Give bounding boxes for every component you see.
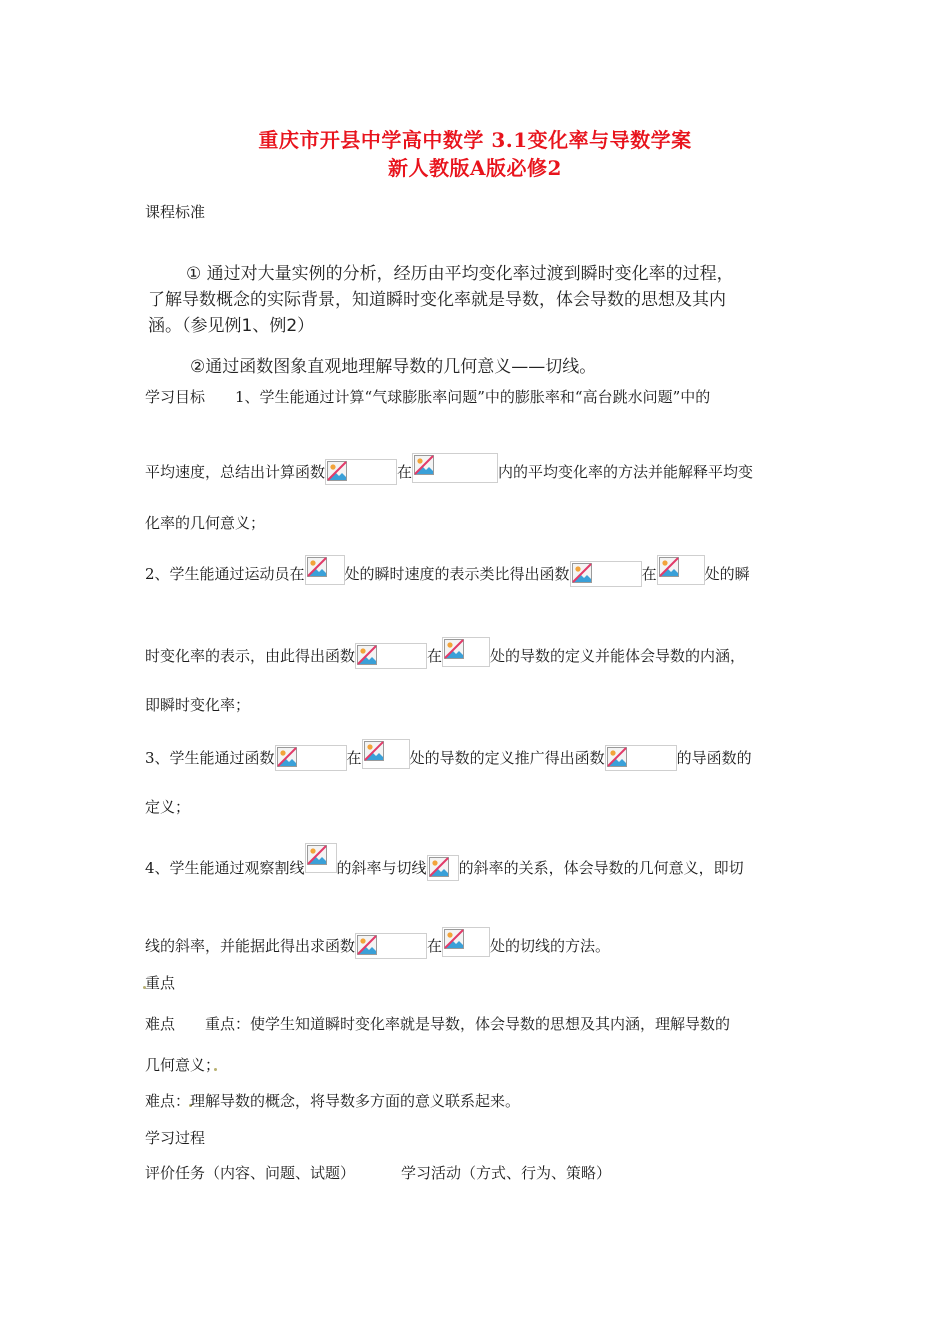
formula-image-point (305, 555, 345, 585)
goal-2-line3: 即瞬时变化率； (145, 696, 251, 714)
formula-image-function (275, 745, 347, 771)
difficulty-heading: 难点 (145, 1015, 176, 1033)
goal-1-line3: 化率的几何意义； (145, 514, 266, 532)
formula-image-function (325, 459, 397, 485)
course-standard-heading: 课程标准 (145, 203, 206, 221)
formula-image-function (355, 643, 427, 669)
formula-image-function (570, 561, 642, 587)
broken-image-icon (327, 461, 347, 481)
standard-item1-line1: ① 通过对大量实例的分析，经历由平均变化率过渡到瞬时变化率的过程， (186, 264, 734, 284)
broken-image-icon (414, 455, 434, 475)
document-title: 重庆市开县中学高中数学 3.1变化率与导数学案 (258, 128, 692, 152)
formula-image-point (442, 927, 490, 957)
formula-image-secant (305, 843, 337, 873)
formula-image-tangent (427, 855, 459, 881)
key-point-line1: 难点 重点：使学生知道瞬时变化率就是导数，体会导数的思想及其内涵，理解导数的 (145, 1015, 731, 1033)
evaluation-task-label: 评价任务（内容、问题、试题） (145, 1164, 356, 1182)
goal-4-line2: 线的斜率，并能据此得出求函数 在 处的切线的方法。 (145, 927, 610, 959)
broken-image-icon (572, 563, 592, 583)
standard-item1-line2: 了解导数概念的实际背景，知道瞬时变化率就是导数，体会导数的思想及其内 (148, 290, 726, 310)
broken-image-icon (444, 639, 464, 659)
formula-image-point (362, 739, 410, 769)
key-point-line2: 几何意义； (145, 1056, 221, 1074)
broken-image-icon (357, 645, 377, 665)
broken-image-icon (364, 741, 384, 761)
goal-1-line2: 平均速度，总结出计算函数 在 内的平均变化率的方法并能解释平均变 (145, 453, 753, 485)
learning-process-heading: 学习过程 (145, 1129, 206, 1147)
broken-image-icon (307, 845, 327, 865)
process-columns (145, 1162, 611, 1184)
standard-item2: ②通过函数图象直观地理解导数的几何意义——切线。 (190, 357, 597, 377)
document-subtitle: 新人教版A版必修2 (388, 156, 562, 180)
formula-image-point (657, 555, 705, 585)
broken-image-icon (659, 557, 679, 577)
formula-image-function (605, 745, 677, 771)
learning-activity-label: 学习活动（方式、行为、策略） (401, 1164, 612, 1182)
goal-2-line1: 2、学生能通过运动员在 处的瞬时速度的表示类比得出函数 在 处的瞬 (145, 555, 750, 587)
goal-3-line1: 3、学生能通过函数 在 处的导数的定义推广得出函数 的导函数的 (145, 739, 752, 771)
difficulty-line: 难点：理解导数的概念，将导数多方面的意义联系起来。 (145, 1092, 521, 1110)
broken-image-icon (357, 935, 377, 955)
goal-4-line1: 4、学生能通过观察割线 的斜率与切线 的斜率的关系，体会导数的几何意义，即切 (145, 843, 744, 881)
standard-item1-line3: 涵。（参见例1、例2） (148, 316, 315, 336)
broken-image-icon (429, 857, 449, 877)
formula-image-function (355, 933, 427, 959)
key-point-heading: 重点 (145, 974, 176, 992)
goal-3-line2: 定义； (145, 798, 191, 816)
goal-2-line2: 时变化率的表示，由此得出函数 在 处的导数的定义并能体会导数的内涵， (145, 637, 745, 669)
broken-image-icon (607, 747, 627, 767)
broken-image-icon (307, 557, 327, 577)
formula-image-interval (412, 453, 498, 483)
learning-goals-heading: 学习目标 (145, 388, 206, 406)
goal-1-line1: 学习目标 1、学生能通过计算“气球膨胀率问题”中的膨胀率和“高台跳水问题”中的 (145, 388, 711, 406)
broken-image-icon (277, 747, 297, 767)
broken-image-icon (444, 929, 464, 949)
formula-image-point (442, 637, 490, 667)
